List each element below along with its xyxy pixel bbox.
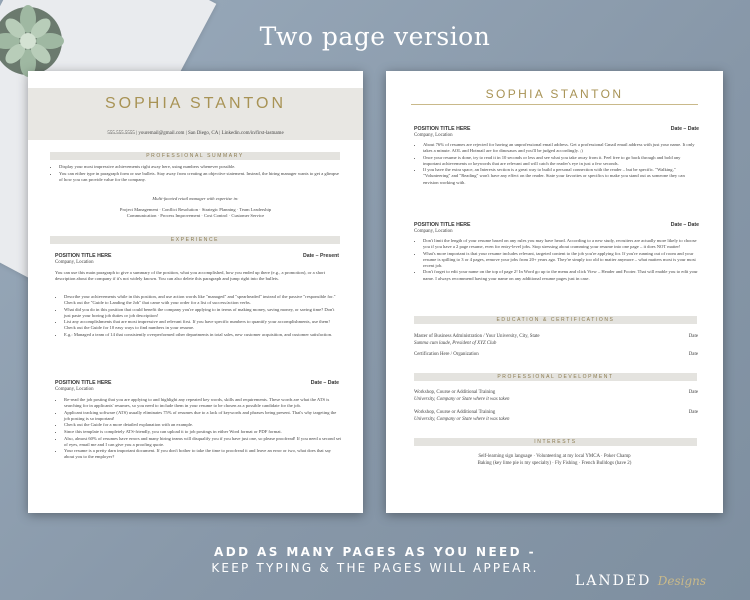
job-bullets [414,142,698,186]
name-divider [411,104,698,105]
skills-line: Communication · Process Improvement · Cost Control · Customer Service [126,213,265,218]
section-heading-interests: INTERESTS [414,438,697,446]
footer-tagline: ADD AS MANY PAGES AS YOU NEED - [214,545,536,559]
section-heading-summary: PROFESSIONAL SUMMARY [50,152,340,160]
resume-name: SOPHIA STANTON [485,87,624,101]
training-entry: Workshop, Course or Additional Training [414,410,496,415]
job-date: Date – Date [670,126,699,132]
training-entry: Workshop, Course or Additional Training [414,390,496,395]
education-date: Date [688,334,698,339]
list-item: • About 76% of resumes are rejected for having an unprofessional email address. Get a professional Gmail email address with just your name. It only takes a minute. AOL and Hotmail are for dinosaurs and you'll be judged accordingly. ;) [423,142,698,154]
section-heading-experience: EXPERIENCE [50,236,340,244]
page-heading: Two page version [259,22,491,51]
resume-name: SOPHIA STANTON [105,95,286,112]
list-item: • What did you do in this position that could benefit the company you're applying to in terms of making money, saving money, or saving time? Don't just paste your boring job duties or job description! [64,307,341,319]
skills-intro: Multi-faceted retail manager with expertise in: [152,196,239,201]
job-bullets [55,294,341,339]
list-item: • Re-read the job posting that you are applying to and highlight any repeated key words, skills and requirements. These words are what the ATS is searching for in applicants' resumes, so you need to include them in your resume to be chosen as a possible candidate for the job. [64,397,341,409]
education-entry: Master of Business Administration / Your University, City, State [414,334,540,339]
list-item: • Display your most impressive achievements right away here, using numbers whenever possible. [59,164,342,170]
list-item: • Your resume is a pretty darn important document. If you don't bother to take the time to proofread it and leave an error or two, what does that say about you to the employer? [64,448,341,460]
list-item: • Also, almost 60% of resumes have errors and many hiring teams will disqualify you if you have just one, so please proofread! If you need a second set of eyes, email me and I can give you a proofing quote. [64,436,341,448]
list-item: • If you have the extra space, an Interests section is a great way to build a personal connection with the reader – but be specific. "Walking," "Volunteering" and "Reading" won't have any effect on the reader. State your favorites or specifics to make you stand out as someone they can envision working with. [423,167,698,185]
job-bullets [55,397,341,461]
list-item: • List any accomplishments that are most impressive and relevant first. If you have specific numbers to quantify your accomplishments, use them! Check out the Guide for 10 easy ways to find numbers in your resume. [64,319,341,331]
brand-logo [575,573,706,589]
list-item: • Since this template is completely ATS-friendly, you can upload it to job postings in either Word format or PDF format. [64,429,341,435]
list-item: • E.g.: Managed a team of 14 that consistently overperformed other departments in total sales, new customer acquisition, and customer satisfaction. [64,332,341,338]
job-title: POSITION TITLE HERE [414,222,471,228]
contact-line: 555.555.5555 | youremail@gmail.com | San Diego, CA | Linkedin.com/in/first-lastname [107,131,284,136]
job-title: POSITION TITLE HERE [55,380,112,386]
job-company: Company, Location [55,260,94,265]
job-title: POSITION TITLE HERE [414,126,471,132]
certification-date: Date [688,352,698,357]
job-company: Company, Location [414,133,453,138]
training-date: Date [688,410,698,415]
job-bullets [414,238,698,282]
training-detail: University, Company or State where it was taken [414,397,510,402]
list-item: • You can either type in paragraph form or use bullets. Stay away from creating an objective statement. Instead, the hiring manager wants to get a glimpse of how you can provide value for the company. [59,171,342,183]
logo-script: Designs [657,574,707,588]
section-heading-professional-development: PROFESSIONAL DEVELOPMENT [414,373,697,381]
training-date: Date [688,390,698,395]
resume-page-1 [28,71,363,513]
interests-line: Self-learning sign language · Volunteering at my local YMCA · Poker Champ [478,454,631,459]
list-item: • Don't limit the length of your resume based on any rules you may have heard. According to a new study, recruiters are actually more likely to choose you if you have a 2 page resume, even for entry-level jobs. Stop stressing about cramming your resume into one page – it does NOT matter! [423,238,698,250]
list-item: • Once your resume is done, try to read it in 10 seconds or less and see what you take away from it. Feel free to go back through and bold any important achievements or keywords that are relevant and will catch the reader's eye in just a few seconds. [423,155,698,167]
list-item: • Check out the Guide for a more detailed explanation with an example. [64,422,341,428]
job-date: Date – Date [670,222,699,228]
job-company: Company, Location [414,229,453,234]
list-item: • What's more important is that your resume includes relevant, targeted content to the job you're applying for. If you're running out of room and your resume is spilling to 3 or 4 pages, remove your jobs from 20+ years ago. They're simply too old to matter anymore – what matters most is your most recent job. [423,251,698,269]
list-item: • Applicant tracking software (ATS) usually eliminates 75% of resumes due to a lack of keywords and phrases being present. That's why targeting the job posting is so important! [64,410,341,422]
resume-page-2 [386,71,723,513]
skills-line: Project Management · Conflict Resolution · Strategic Planning · Team Leadership [119,207,272,212]
section-heading-education: EDUCATION & CERTIFICATIONS [414,316,697,324]
job-summary: You can use this main paragraph to give a summary of the position, what you accomplished, how you ended up there (e.g., a promotion), or a short description about the company if it's not widely known. You can also delete this paragraph and jump right into the bullets. [55,270,325,282]
logo-main: LANDED [575,573,652,589]
footer-tagline: KEEP TYPING & THE PAGES WILL APPEAR. [211,561,539,575]
job-title: POSITION TITLE HERE [55,253,112,259]
job-date: Date – Date [310,380,339,386]
education-detail: Summa cum laude, President of XYZ Club [414,341,497,346]
list-item: • Describe your achievements while in this position, and use action words like "managed" and "spearheaded" instead of the passive "responsible for." Check out the "Guide to Landing the Job" that came with your order for a list of success/action verbs. [64,294,341,306]
summary-list [50,164,342,183]
training-detail: University, Company or State where it was taken [414,417,510,422]
interests-line: Baking (key lime pie is my specialty) · Fly Fishing · French Bulldogs (have 2) [477,461,632,466]
certification-entry: Certification Here / Organization [414,352,479,357]
job-company: Company, Location [55,387,94,392]
job-date: Date – Present [302,253,339,259]
list-item: • Don't forget to edit your name on the top of page 2! In Word go up to the menu and click View – Header and Footer. That will enable you to edit your name. I always recommend having your name on any additional resume pages just in case. [423,269,698,281]
